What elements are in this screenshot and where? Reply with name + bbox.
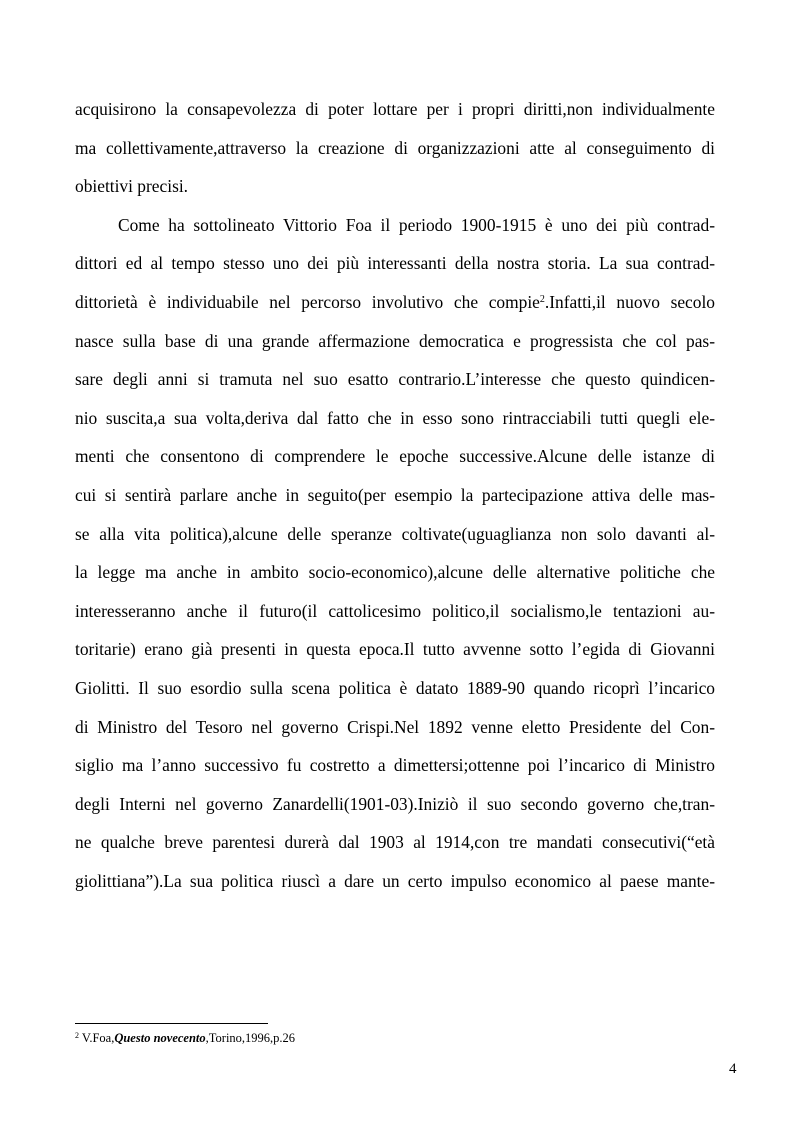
body-line: degli Interni nel governo Zanardelli(1901-03).Iniziò il suo secondo governo che,tran- [75,793,715,814]
footnote-title: Questo novecento [114,1031,206,1045]
body-line: nasce sulla base di una grande affermazione democratica e progressista che col pas- [75,330,715,351]
body-line: siglio ma l’anno successivo fu costretto a dimettersi;ottenne poi l’incarico di Ministro [75,755,715,776]
body-line: cui si sentirà parlare anche in seguito(per esempio la partecipazione attiva delle mas- [75,484,715,505]
body-line: menti che consentono di comprendere le epoche successive.Alcune delle istanze di [75,446,715,467]
body-text [75,90,715,900]
body-line-segment: .Infatti,il nuovo secolo [544,291,716,312]
body-line: la legge ma anche in ambito socio-economico),alcune delle alternative politiche che [75,562,715,583]
body-line: giolittiana”).La sua politica riuscì a dare un certo impulso economico al paese mante- [75,870,715,891]
body-line: dittori ed al tempo stesso uno dei più interessanti della nostra storia. La sua contrad- [75,253,715,274]
body-line: ne qualche breve parentesi durerà dal 1903 al 1914,con tre mandati consecutivi(“età [75,832,715,853]
body-line: se alla vita politica),alcune delle speranze coltivate(uguaglianza non solo davanti al- [75,523,715,544]
footnote-separator [75,1023,268,1024]
paragraph-first-line: Come ha sottolineato Vittorio Foa il periodo 1900-1915 è uno dei più contrad- [118,214,715,235]
body-line-with-footnote-ref [75,283,715,322]
body-line: interesseranno anche il futuro(il cattolicesimo politico,il socialismo,le tentazioni au- [75,600,715,621]
body-line: sare degli anni si tramuta nel suo esatto contrario.L’interesse che questo quindicen- [75,369,715,390]
body-line: Giolitti. Il suo esordio sulla scena politica è datato 1889-90 quando ricoprì l’incarico [75,677,715,698]
footnote-details: ,Torino,1996,p.26 [205,1031,296,1045]
body-line: toritarie) erano già presenti in questa epoca.Il tutto avvenne sotto l’egida di Giovanni [75,639,715,660]
footnote-number: 2 [75,1031,79,1040]
body-line: acquisirono la consapevolezza di poter lottare per i propri diritti,non individualmente [75,99,715,119]
footnote-reference[interactable]: 2 [539,293,545,305]
body-line: nio suscita,a sua volta,deriva dal fatto che in esso sono rintracciabili tutti quegli ele- [75,407,715,428]
body-line: obiettivi precisi. [75,176,189,197]
page-number: 4 [729,1061,737,1077]
footnote [75,1030,295,1046]
body-line: ma collettivamente,attraverso la creazione di organizzazioni atte al conseguimento di [75,137,715,158]
body-line: di Ministro del Tesoro nel governo Crispi.Nel 1892 venne eletto Presidente del Con- [75,716,715,737]
body-line-segment: dittorietà è individuabile nel percorso involutivo che compie [75,291,540,312]
footnote-author: V.Foa, [79,1031,115,1045]
